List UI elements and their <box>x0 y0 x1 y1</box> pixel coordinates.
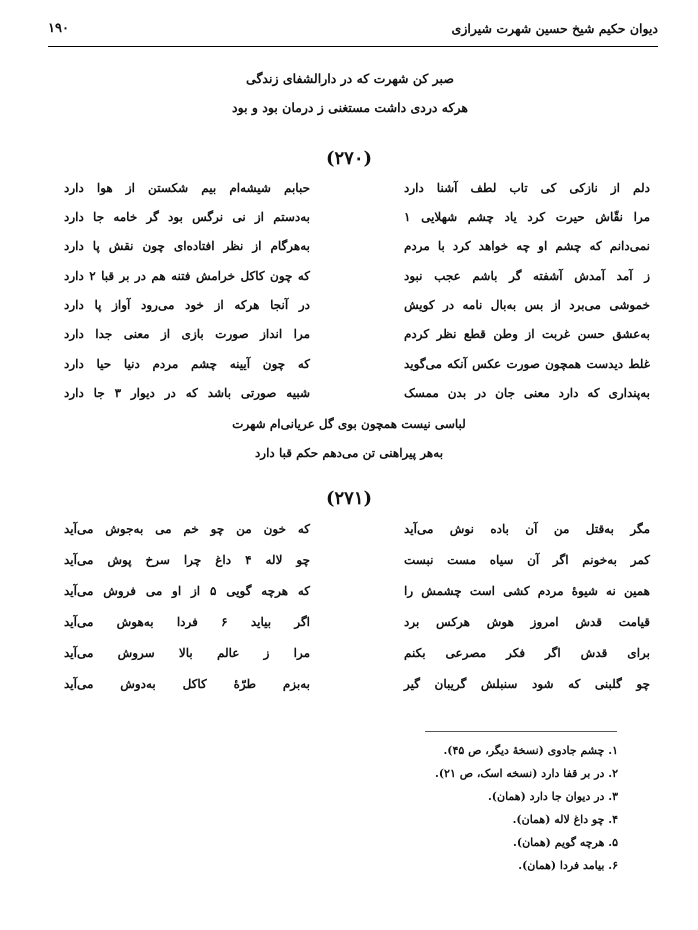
poem-271-hemistich-left: مرا ز عالم بالا سروش می‌آید <box>64 646 310 660</box>
poem-270-hemistich-right: نمی‌دانم که چشم او چه خواهد کرد با مردم <box>404 239 650 253</box>
footnote-divider <box>425 731 617 732</box>
footnote-2: ۲. در بر قفا دارد (نسخه اسک، ص ۲۱). <box>435 767 618 780</box>
footnote-1: ۱. چشم جادوی (نسخهٔ دیگر، ص ۴۵). <box>443 744 618 757</box>
page-header <box>48 20 658 47</box>
page-number: ۱۹۰ <box>48 21 69 36</box>
intro-verse-1: صبر کن شهرت که در دارالشفای زندگی <box>246 71 454 86</box>
poem-270-hemistich-left: حبابم شیشه‌ام بیم شکستن از هوا دارد <box>64 181 310 195</box>
book-title: دیوان حکیم شیخ حسین شهرت شیرازی <box>451 21 658 36</box>
poem-271-hemistich-right: چو گلبنی که شود سنبلش گریبان گیر <box>404 677 650 691</box>
poem-270-hemistich-right: خموشی می‌برد از بس به‌بال نامه در کویش <box>404 298 650 312</box>
poem-271-hemistich-right: قیامت قدش امروز هوش هرکس برد <box>404 615 650 629</box>
poem-270-hemistich-left: که چون آیینه چشم مردم دنیا حیا دارد <box>64 357 310 371</box>
footnote-6: ۶. بیامد فردا (همان). <box>518 859 618 872</box>
poem-270-hemistich-right: غلط دیدست همچون صورت عکس آنکه می‌گوید <box>404 357 650 371</box>
intro-verse-2: هرکه دردی داشت مستغنی ز درمان بود و بود <box>232 100 468 115</box>
poem-270-hemistich-right: به‌پنداری که دارد معنی جان در بدن ممسک <box>404 386 650 400</box>
poem-270-hemistich-left: به‌هرگام از نظر افتاده‌ای چون نقش پا دارد <box>64 239 310 253</box>
poem-270-hemistich-left: مرا انداز صورت بازی از معنی جدا دارد <box>64 327 310 341</box>
poem-271-hemistich-left: اگر بیاید ۶ فردا به‌هوش می‌آید <box>64 615 311 629</box>
poem-270-title: (۲۷۰) <box>325 148 373 169</box>
poem-270-hemistich-right: مرا نقّاش حیرت کرد یاد چشم شهلایی ۱ <box>404 210 650 224</box>
footnote-3: ۳. در دیوان جا دارد (همان). <box>487 790 618 803</box>
poem-270-closing-2: به‌هر پیراهنی تن می‌دهم حکم قبا دارد <box>254 446 444 460</box>
poem-270-closing-1: لباسی نیست همچون بوی گل عریانی‌ام شهرت <box>232 417 466 431</box>
poem-270-hemistich-left: به‌دستم از نی نرگس بود گر خامه جا دارد <box>64 210 310 224</box>
poem-271-hemistich-right: مگر به‌قتل من آن باده نوش می‌آید <box>404 522 650 536</box>
poem-271-hemistich-left: به‌بزم طرّهٔ کاکل به‌دوش می‌آید <box>64 677 310 691</box>
poem-270-hemistich-left: که چون کاکل خرامش فتنه هم در بر قبا ۲ دارد <box>64 269 310 283</box>
poem-270-hemistich-left: در آنجا هرکه از خود می‌رود آواز پا دارد <box>64 298 310 312</box>
footnote-5: ۵. هرچه گویم (همان). <box>513 836 618 849</box>
footnote-4: ۴. چو داغ لاله (همان). <box>512 813 618 826</box>
poem-271-hemistich-right: کمر به‌خونم اگر آن سیاه مست نبست <box>404 553 650 567</box>
poem-270-hemistich-right: ز آمد آمدش آشفته گر باشم عجب نبود <box>404 269 650 283</box>
poem-270-hemistich-right: به‌عشق حسن غربت از وطن قطع نظر کردم <box>404 327 650 341</box>
poem-271-hemistich-right: همین نه شیوهٔ مردم کشی است چشمش را <box>404 584 650 598</box>
poem-270-hemistich-right: دلم از نازکی کی تاب لطف آشنا دارد <box>404 181 650 195</box>
poem-271-hemistich-right: برای قدش اگر فکر مصرعی بکنم <box>404 646 650 660</box>
poem-271-title: (۲۷۱) <box>325 488 373 509</box>
poem-270-hemistich-left: شبیه صورتی باشد که در دیوار ۳ جا دارد <box>64 386 310 400</box>
poem-271-hemistich-left: که هرچه گویی ۵ از او می فروش می‌آید <box>64 584 311 598</box>
poem-271-hemistich-left: چو لاله ۴ داغ چرا سرخ پوش می‌آید <box>64 553 310 567</box>
poem-271-hemistich-left: که خون من چو خم می به‌جوش می‌آید <box>64 522 310 536</box>
